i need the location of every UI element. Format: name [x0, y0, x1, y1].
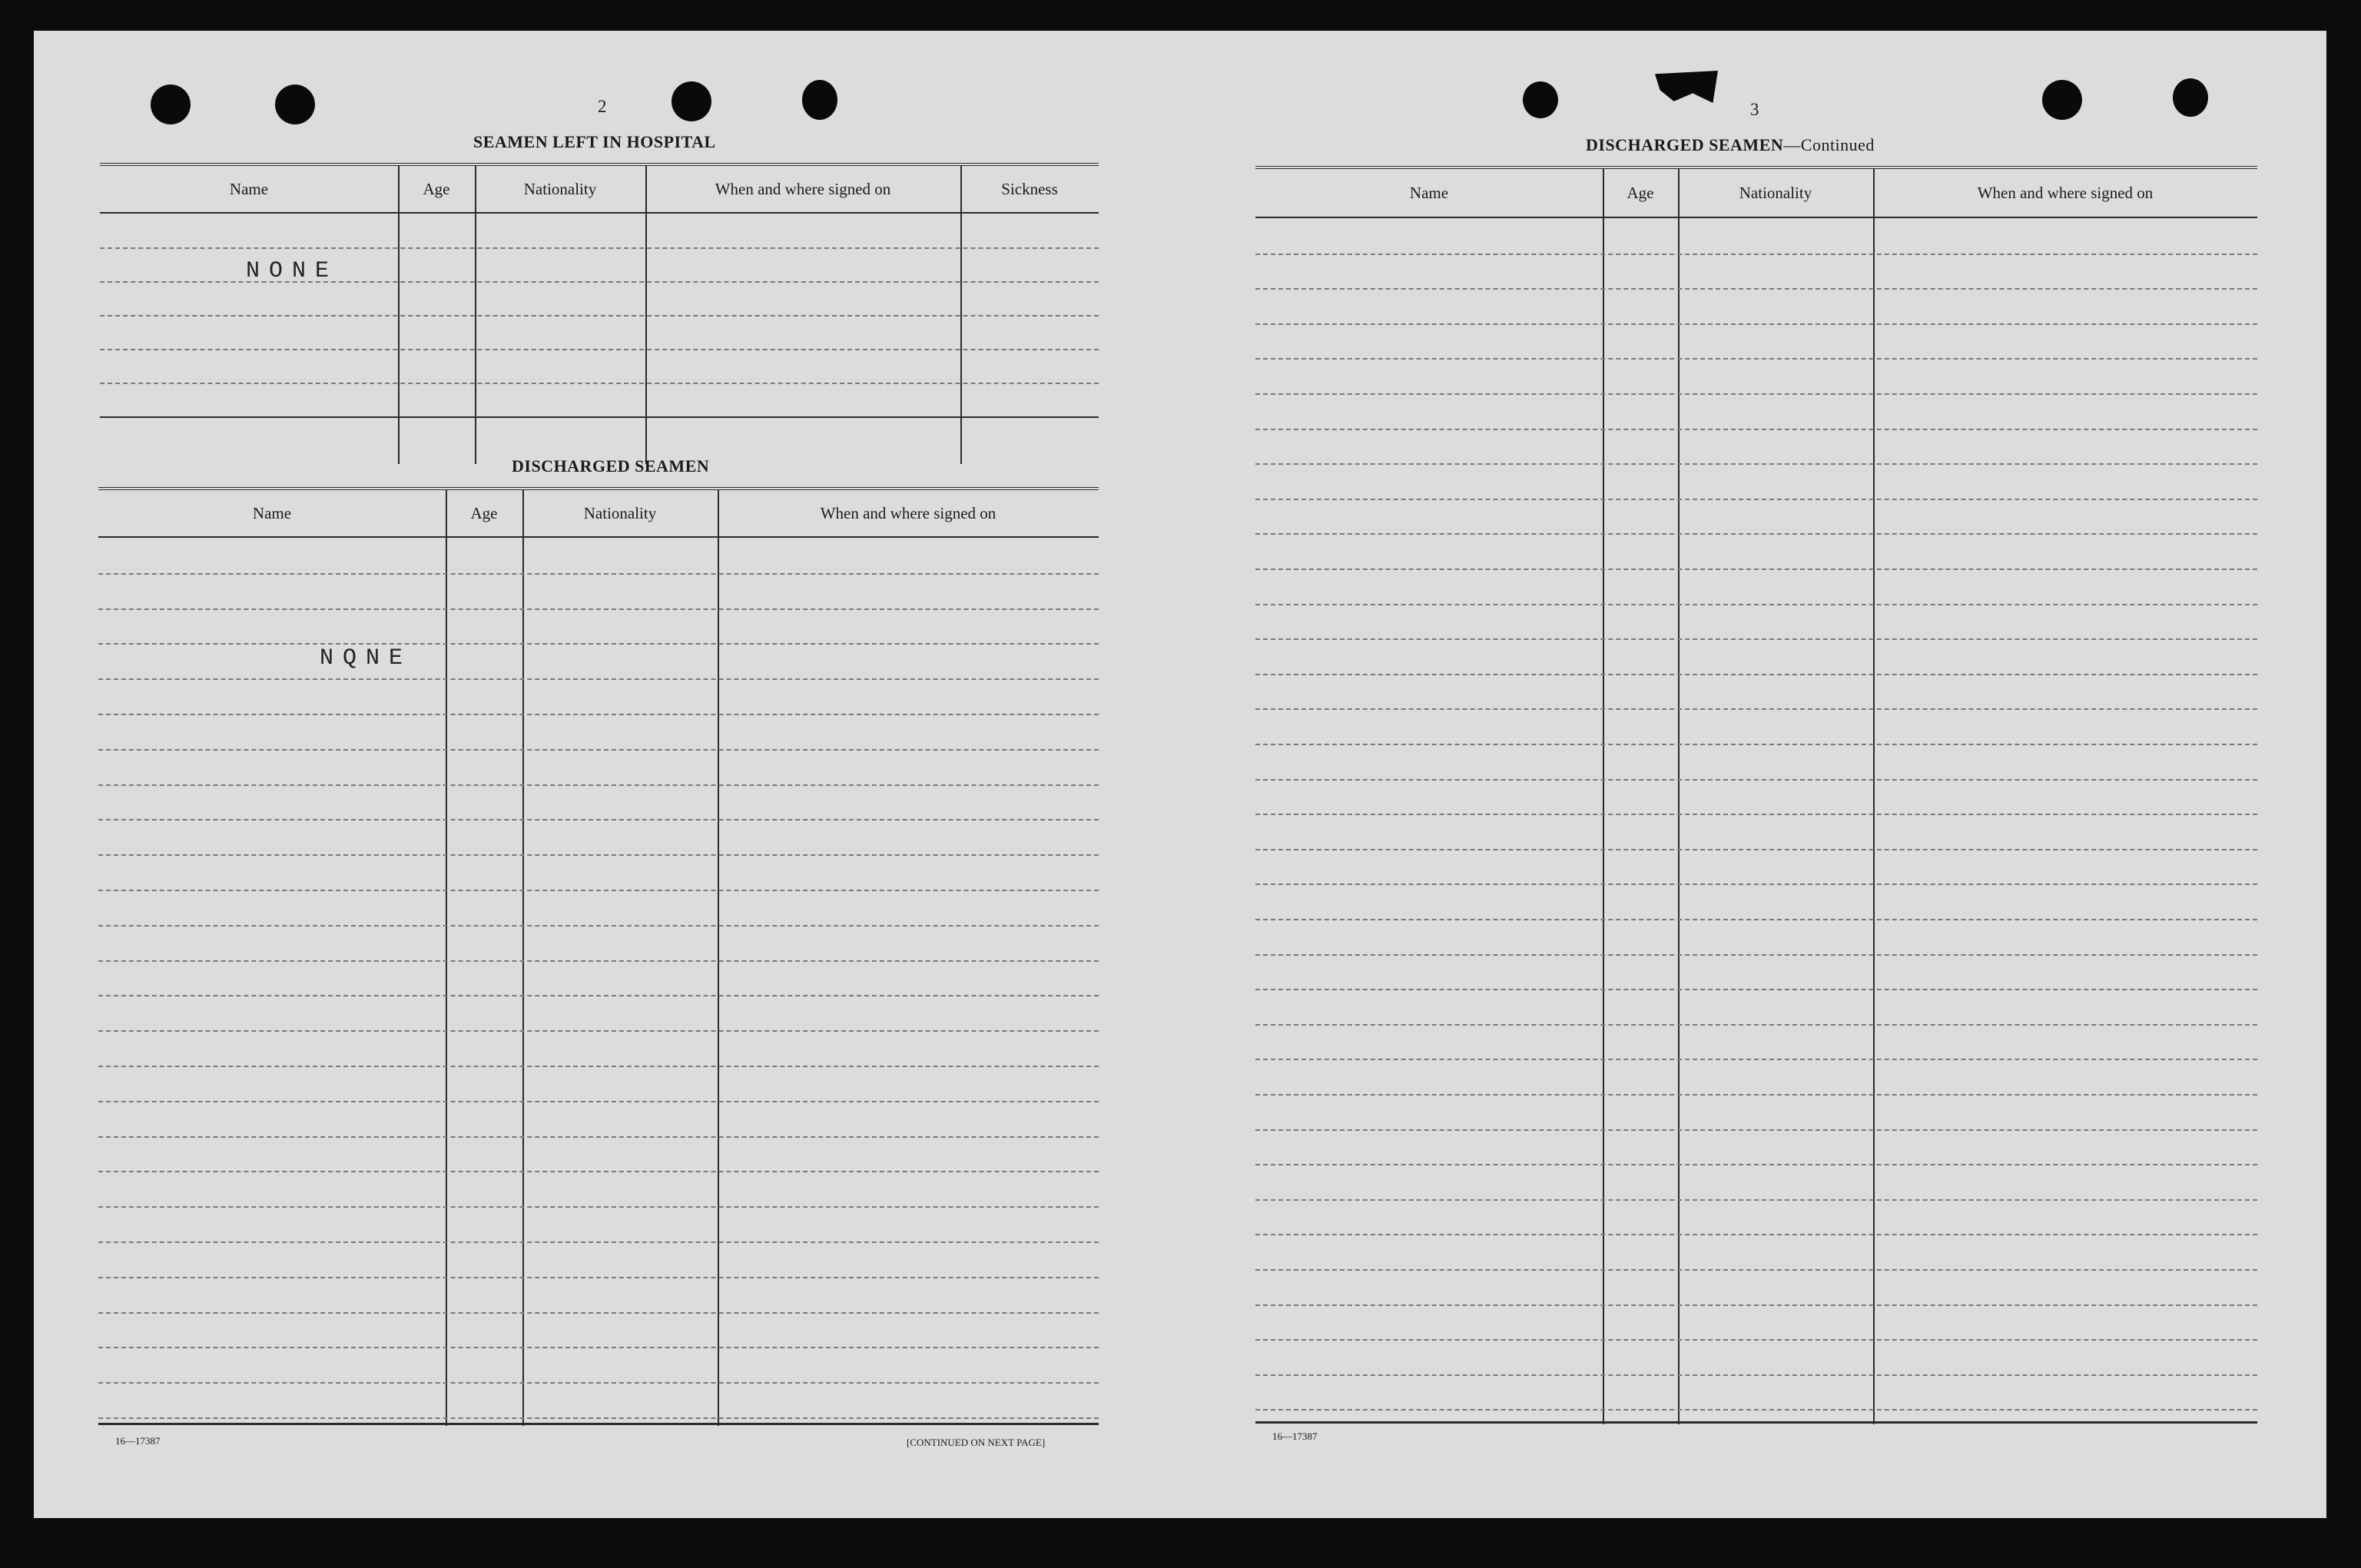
torn-mark	[1655, 71, 1718, 103]
column-header-signed-on: When and where signed on	[715, 179, 891, 198]
title-sub: —Continued	[1783, 135, 1875, 154]
hospital-entry-none: NONE	[246, 258, 339, 284]
column-header-nationality: Nationality	[523, 179, 597, 198]
table-row	[100, 214, 1099, 418]
bottom-rule	[98, 1423, 1099, 1425]
table-row	[1255, 218, 2257, 1411]
column-header-name: Name	[252, 503, 292, 522]
title-main: DISCHARGED SEAMEN	[1586, 135, 1784, 154]
page-number: 2	[598, 97, 607, 116]
form-number: 16—17387	[1272, 1430, 1318, 1442]
table-rows	[100, 214, 1099, 464]
column-header-age: Age	[1627, 183, 1654, 202]
column-header-name: Name	[229, 179, 269, 198]
punch-hole	[671, 81, 711, 121]
column-header-age: Age	[423, 179, 450, 198]
column-header-name: Name	[1409, 183, 1449, 202]
hospital-table	[100, 163, 1099, 464]
column-header-signed-on: When and where signed on	[820, 503, 996, 522]
table-header	[100, 166, 1099, 214]
punch-hole	[802, 80, 837, 120]
bottom-rule	[1255, 1421, 2257, 1424]
table-rows	[1255, 218, 2257, 1424]
column-header-signed-on: When and where signed on	[1977, 183, 2154, 202]
page-number: 3	[1750, 100, 1759, 119]
punch-hole	[2173, 78, 2208, 117]
form-number: 16—17387	[115, 1435, 161, 1447]
table-row	[98, 538, 1099, 1419]
punch-hole	[151, 85, 191, 124]
punch-hole	[2042, 80, 2082, 120]
table-rows	[98, 538, 1099, 1426]
punch-hole	[275, 85, 315, 124]
document-spread	[34, 31, 2326, 1518]
column-header-sickness: Sickness	[1001, 179, 1058, 198]
discharged-table-continued	[1255, 166, 2257, 1424]
section-title-hospital: SEAMEN LEFT IN HOSPITAL	[473, 132, 716, 151]
column-header-age: Age	[470, 503, 498, 522]
section-title-discharged-continued	[1586, 135, 1875, 155]
column-header-nationality: Nationality	[1739, 183, 1812, 202]
column-header-nationality: Nationality	[583, 503, 657, 522]
table-header	[98, 490, 1099, 538]
discharged-entry-none: NQNE	[320, 645, 413, 671]
punch-hole	[1523, 81, 1558, 118]
section-title-discharged: DISCHARGED SEAMEN	[512, 456, 710, 476]
table-header	[1255, 169, 2257, 218]
continued-note: [CONTINUED ON NEXT PAGE]	[907, 1437, 1046, 1448]
discharged-table	[98, 487, 1099, 1426]
